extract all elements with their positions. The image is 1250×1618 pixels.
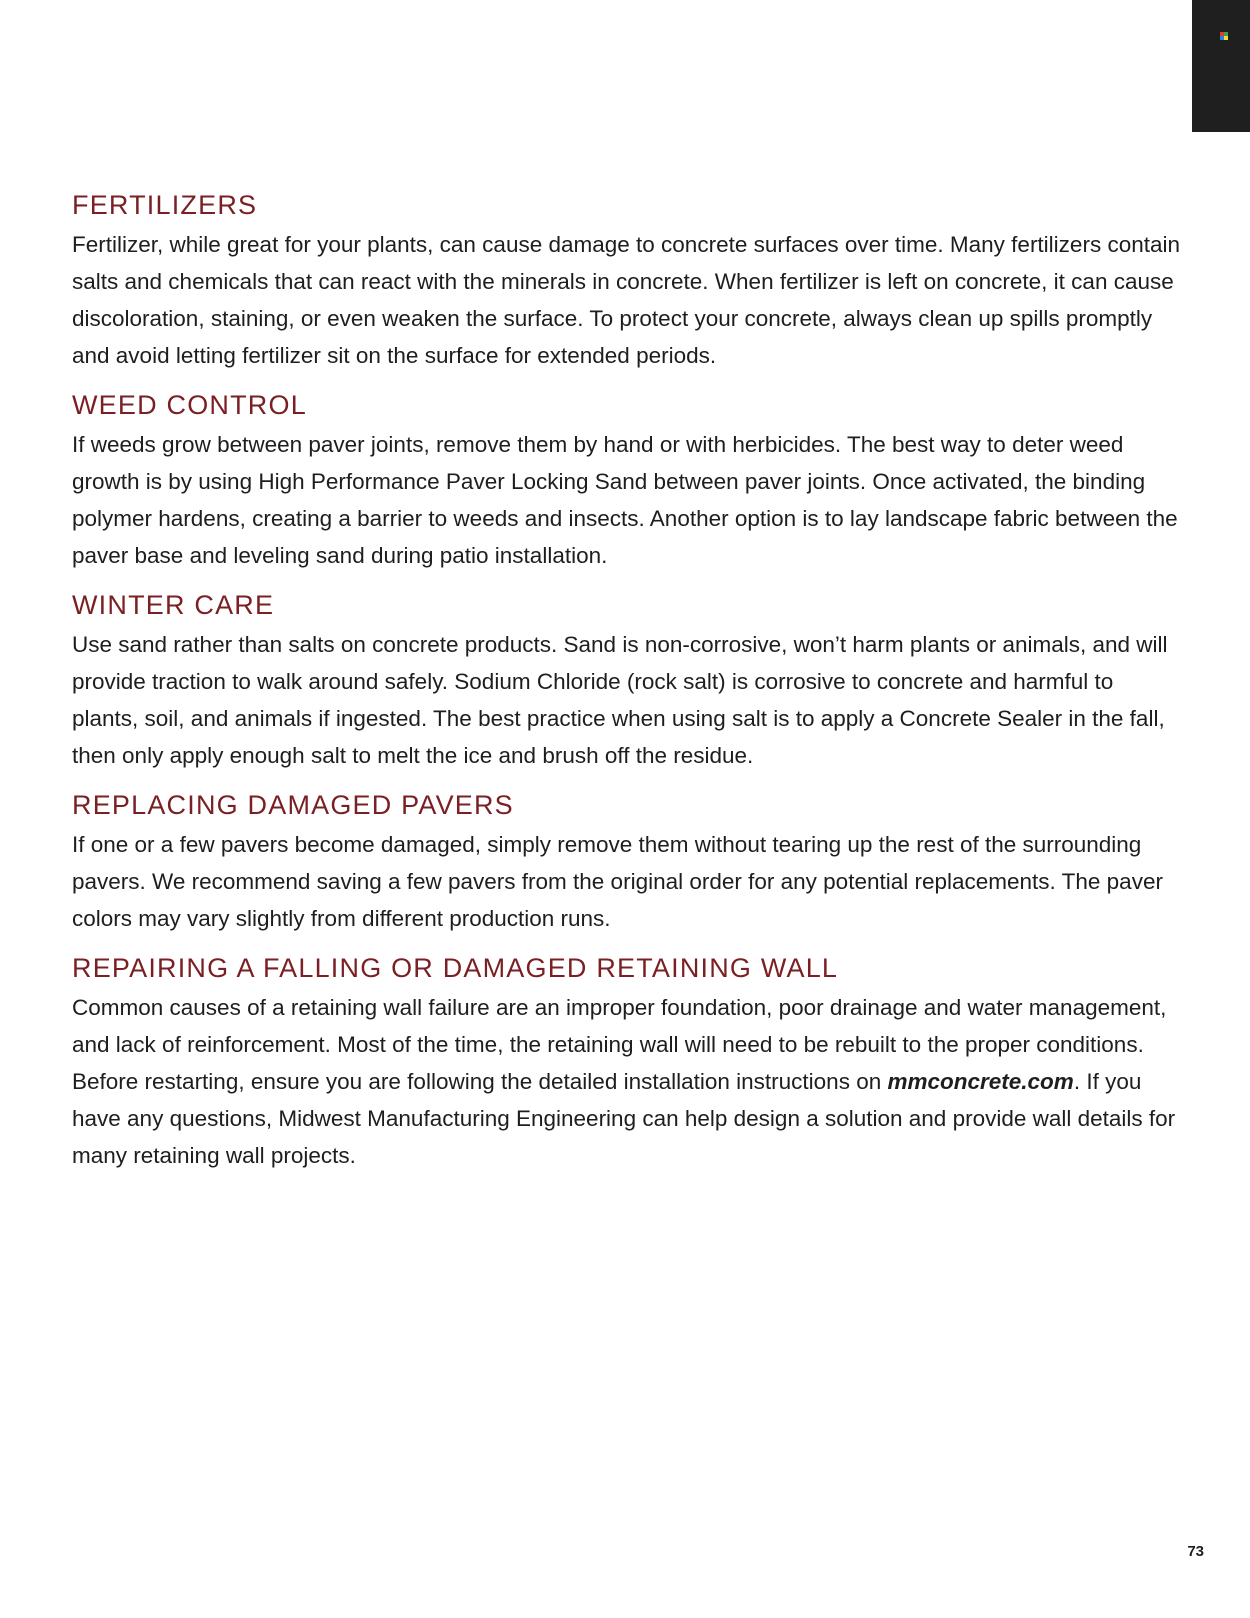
website-link[interactable]: mmconcrete.com bbox=[887, 1069, 1074, 1094]
page-content bbox=[72, 188, 1182, 1188]
section-body: Use sand rather than salts on concrete products. Sand is non-corrosive, won’t harm plants or animals, and will provide traction to walk around safely. Sodium Chloride (rock salt) is corrosive to concrete and harmful to plants, soil, and animals if ingested. The best practice when using salt is to apply a Concrete Sealer in the fall, then only apply enough salt to melt the ice and brush off the residue. bbox=[72, 632, 1168, 768]
section-heading: WEED CONTROL bbox=[72, 390, 307, 420]
section-heading: REPAIRING A FALLING OR DAMAGED RETAINING WALL bbox=[72, 953, 839, 983]
page-number: 73 bbox=[1187, 1543, 1204, 1560]
section-heading: FERTILIZERS bbox=[72, 190, 258, 220]
section-body: If one or a few pavers become damaged, simply remove them without tearing up the rest of the surrounding pavers. We recommend saving a few pavers from the original order for any potential replacements. The paver colors may vary slightly from different production runs. bbox=[72, 832, 1163, 931]
section-fertilizers bbox=[72, 188, 1182, 374]
section-repairing-retaining-wall bbox=[72, 951, 1182, 1174]
section-body bbox=[72, 989, 1182, 1174]
color-mark-yellow bbox=[1224, 36, 1228, 40]
color-mark-icon bbox=[1220, 32, 1228, 40]
section-winter-care bbox=[72, 588, 1182, 774]
section-heading: REPLACING DAMAGED PAVERS bbox=[72, 790, 514, 820]
section-body: Fertilizer, while great for your plants, can cause damage to concrete surfaces over time. Many fertilizers contain salts and chemicals that can react with the minerals in concrete. When fertilizer is left on concrete, it can cause discoloration, staining, or even weaken the surface. To protect your concrete, always clean up spills promptly and avoid letting fertilizer sit on the surface for extended periods. bbox=[72, 232, 1180, 368]
section-body-text: Common causes of a retaining wall failure are an improper foundation, poor drainage and water management, and lack of reinforcement. Most of the time, the retaining wall will need to be rebuilt to the proper conditions. Before restarting, ensure you are following the detailed installation instructions on bbox=[72, 995, 1167, 1094]
section-body: If weeds grow between paver joints, remove them by hand or with herbicides. The best way to deter weed growth is by using High Performance Paver Locking Sand between paver joints. Once activated, the binding polymer hardens, creating a barrier to weeds and insects. Another option is to lay landscape fabric between the paver base and leveling sand during patio installation. bbox=[72, 432, 1178, 568]
corner-tab bbox=[1192, 0, 1250, 132]
section-heading: WINTER CARE bbox=[72, 590, 275, 620]
section-weed-control bbox=[72, 388, 1182, 574]
section-body-text: . If you have any questions, Midwest Manufacturing Engineering can help design a solution and provide wall details for many retaining wall projects. bbox=[72, 1069, 1176, 1168]
section-replacing-damaged-pavers bbox=[72, 788, 1182, 937]
